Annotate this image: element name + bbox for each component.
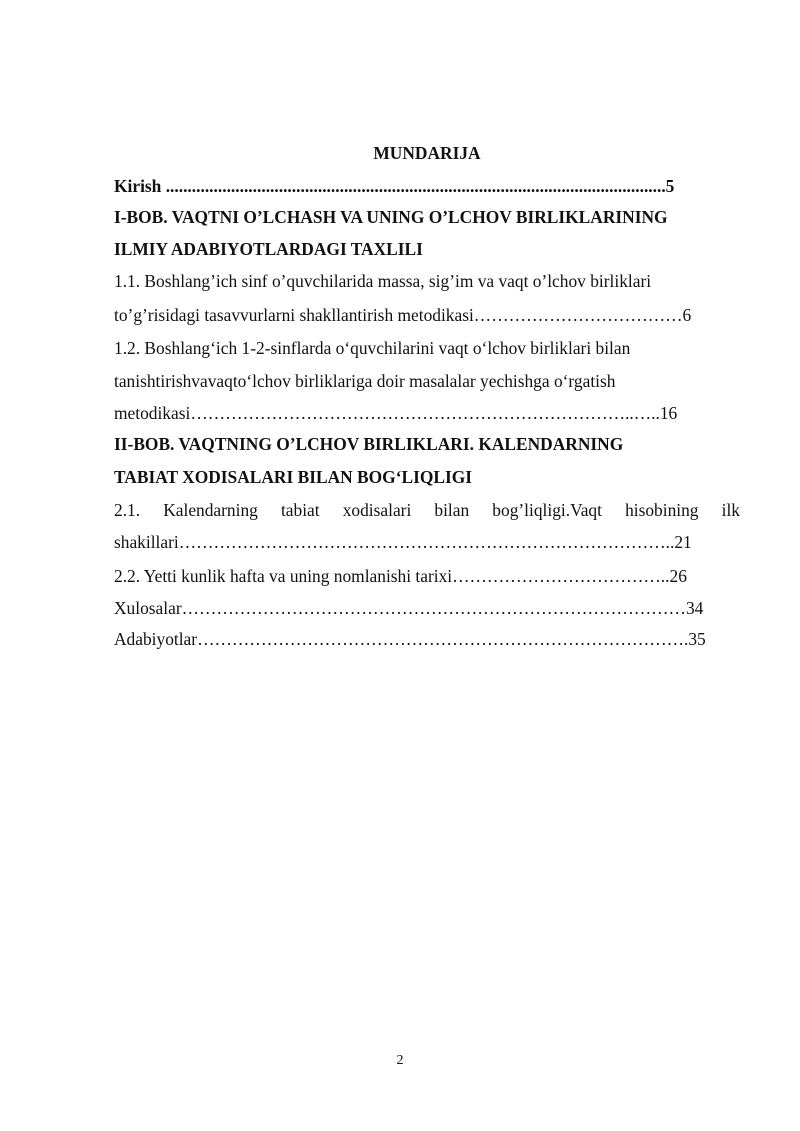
toc-word: bog’liqligi.Vaqt	[492, 500, 602, 520]
toc-word: Kalendarning	[163, 500, 258, 520]
toc-section-1-1-line-1: 1.1. Boshlang’ich sinf o’quvchilarida massa, sig’im va vaqt o’lchov birliklari	[114, 271, 652, 291]
toc-section-2-1-line-2: shakillari…………………………………………………………………………..21	[114, 532, 692, 552]
toc-section-1-2-line-3: metodikasi…………………………………………………………………..…..16	[114, 403, 678, 423]
toc-section-2-1-line-1	[114, 495, 740, 525]
toc-word: xodisalari	[342, 500, 412, 520]
toc-word: hisobining	[625, 500, 699, 520]
toc-word: bilan	[434, 500, 470, 520]
toc-chapter-1-line-2: ILMIY ADABIYOTLARDAGI TAXLILI	[114, 239, 423, 259]
toc-section-1-1-line-2: to’g’risidagi tasavvurlarni shakllantirish metodikasi………………………………6	[114, 305, 692, 325]
page-number: 2	[396, 1053, 404, 1068]
toc-word: 2.1.	[114, 500, 141, 520]
toc-entry-intro: Kirish ...................................................................................................................5	[114, 176, 675, 196]
toc-section-1-2-line-1: 1.2. Boshlang‘ich 1-2-sinflarda o‘quvchilarini vaqt o‘lchov birliklari bilan	[114, 338, 631, 358]
toc-word: ilk	[721, 500, 740, 520]
page-title: MUNDARIJA	[373, 143, 481, 163]
toc-section-2-2: 2.2. Yetti kunlik hafta va uning nomlanishi tarixi………………………………..26	[114, 566, 687, 586]
toc-entry-references: Adabiyotlar………………………………………………………………………….35	[114, 629, 706, 649]
toc-chapter-2-line-1: II-BOB. VAQTNING O’LCHOV BIRLIKLARI. KALENDARNING	[114, 434, 624, 454]
toc-section-1-2-line-2: tanishtirishvavaqto‘lchov birliklariga doir masalalar yechishga o‘rgatish	[114, 371, 616, 391]
toc-entry-conclusion: Xulosalar……………………………………………………………………………34	[114, 598, 704, 618]
toc-chapter-2-line-2: TABIAT XODISALARI BILAN BOG‘LIQLIGI	[114, 467, 473, 487]
toc-word: tabiat	[280, 500, 320, 520]
toc-chapter-1-line-1: I-BOB. VAQTNI O’LCHASH VA UNING O’LCHOV BIRLIKLARINING	[114, 207, 668, 227]
